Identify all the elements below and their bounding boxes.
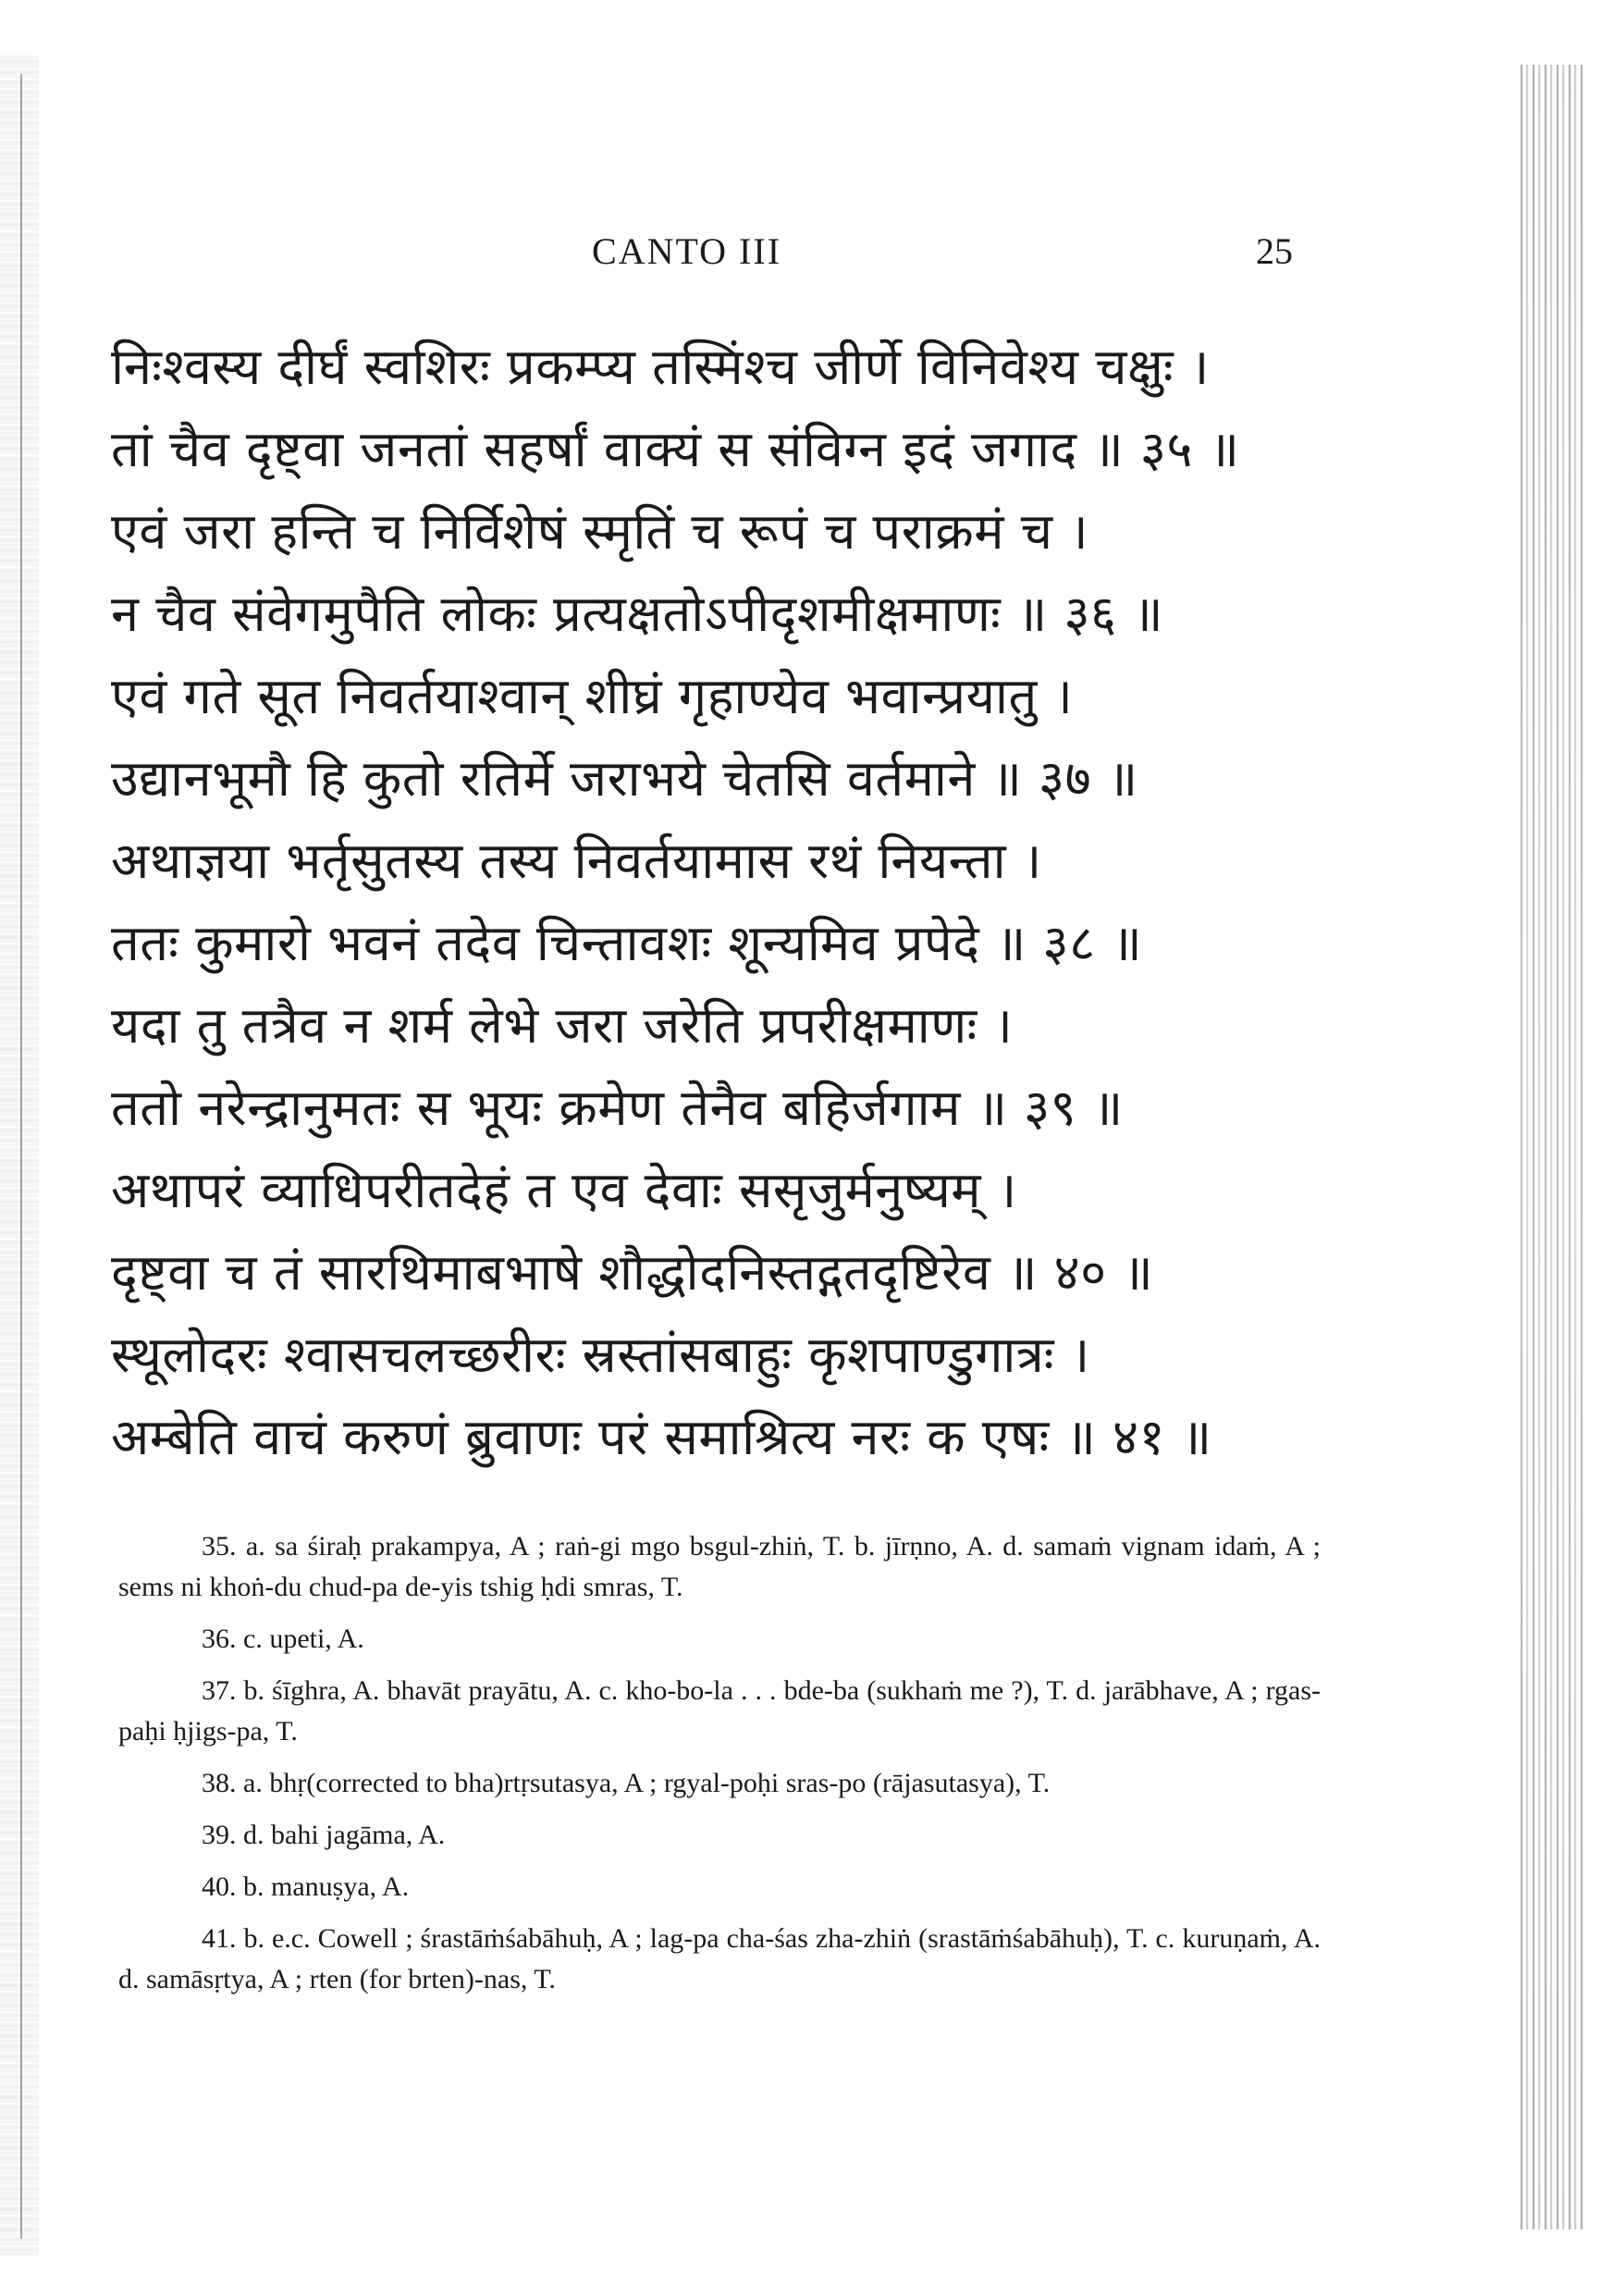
verse-line: ततः कुमारो भवनं तदेव चिन्तावशः शून्यमिव प्रपेदे ॥ ३८ ॥ xyxy=(111,914,1143,972)
note-36: 36. c. upeti, A. xyxy=(202,1623,364,1654)
note-40: 40. b. manuṣya, A. xyxy=(202,1871,410,1902)
critical-notes xyxy=(118,1526,1321,2011)
note-37: 37. b. śīghra, A. bhavāt prayātu, A. c. kho-bo-la . . . bde-ba (sukhaṁ me ?), T. d. jarābhave, A ; rgas-paḥi ḥjigs-pa, T. xyxy=(118,1675,1321,1747)
note-41: 41. b. e.c. Cowell ; śrastāṁśabāhuḥ, A ; lag-pa cha-śas zha-zhiṅ (srastāṁśabāhuḥ), T. c. kuruṇaṁ, A. d. samāsṛtya, A ; rten (for brten)-nas, T. xyxy=(118,1923,1321,1994)
verse-line: एवं गते सूत निवर्तयाश्वान् शीघ्रं गृहाण्येव भवान्प्रयातु । xyxy=(111,667,1074,725)
verse-line: अथापरं व्याधिपरीतदेहं त एव देवाः ससृजुर्मनुष्यम् । xyxy=(111,1161,1017,1219)
verse-line: तां चैव दृष्ट्वा जनतां सहर्षां वाक्यं स संविग्न इदं जगाद ॥ ३५ ॥ xyxy=(111,420,1240,478)
verse-line: ततो नरेन्द्रानुमतः स भूयः क्रमेण तेनैव बहिर्जगाम ॥ ३९ ॥ xyxy=(111,1079,1124,1137)
verse-line: दृष्ट्वा च तं सारथिमाबभाषे शौद्धोदनिस्तद्गतदृष्टिरेव ॥ ४० ॥ xyxy=(111,1243,1154,1302)
scan-left-edge xyxy=(0,56,39,2257)
sanskrit-verses xyxy=(111,326,1341,1478)
verse-line: उद्यानभूमौ हि कुतो रतिर्मे जराभये चेतसि वर्तमाने ॥ ३७ ॥ xyxy=(111,749,1138,808)
verse-line: एवं जरा हन्ति च निर्विशेषं स्मृतिं च रूपं च पराक्रमं च । xyxy=(111,502,1089,561)
verse-line: अथाज्ञया भर्तृसुतस्य तस्य निवर्तयामास रथं नियन्ता । xyxy=(111,832,1042,890)
page-number: 25 xyxy=(1256,230,1293,272)
verse-line: न चैव संवेगमुपैति लोकः प्रत्यक्षतोऽपीदृशमीक्षमाणः ॥ ३६ ॥ xyxy=(111,585,1164,643)
note-39: 39. d. bahi jagāma, A. xyxy=(202,1820,446,1850)
verse-line: निःश्वस्य दीर्घं स्वशिरः प्रकम्प्य तस्मिंश्च जीर्णे विनिवेश्य चक्षुः । xyxy=(111,338,1210,396)
scan-left-binding-line xyxy=(20,74,22,2239)
verse-line: अम्बेति वाचं करुणं ब्रुवाणः परं समाश्रित्य नरः क एषः ॥ ४१ ॥ xyxy=(111,1408,1212,1466)
note-35: 35. a. sa śiraḥ prakampya, A ; raṅ-gi mgo bsgul-zhiṅ, T. b. jīrṇno, A. d. samaṁ vignam idaṁ, A ; sems ni khoṅ-du chud-pa de-yis tshig ḥdi smras, T. xyxy=(118,1531,1321,1602)
scan-right-edge-fade xyxy=(1517,65,1586,2229)
verse-line: स्थूलोदरः श्वासचलच्छरीरः स्रस्तांसबाहुः कृशपाण्डुगात्रः । xyxy=(111,1326,1090,1384)
note-38: 38. a. bhṛ(corrected to bha)rtṛsutasya, A ; rgyal-poḥi sras-po (rājasutasya), T. xyxy=(202,1768,1051,1798)
running-head: CANTO III xyxy=(592,230,782,272)
verse-line: यदा तु तत्रैव न शर्म लेभे जरा जरेति प्रपरीक्षमाणः । xyxy=(111,996,1014,1055)
